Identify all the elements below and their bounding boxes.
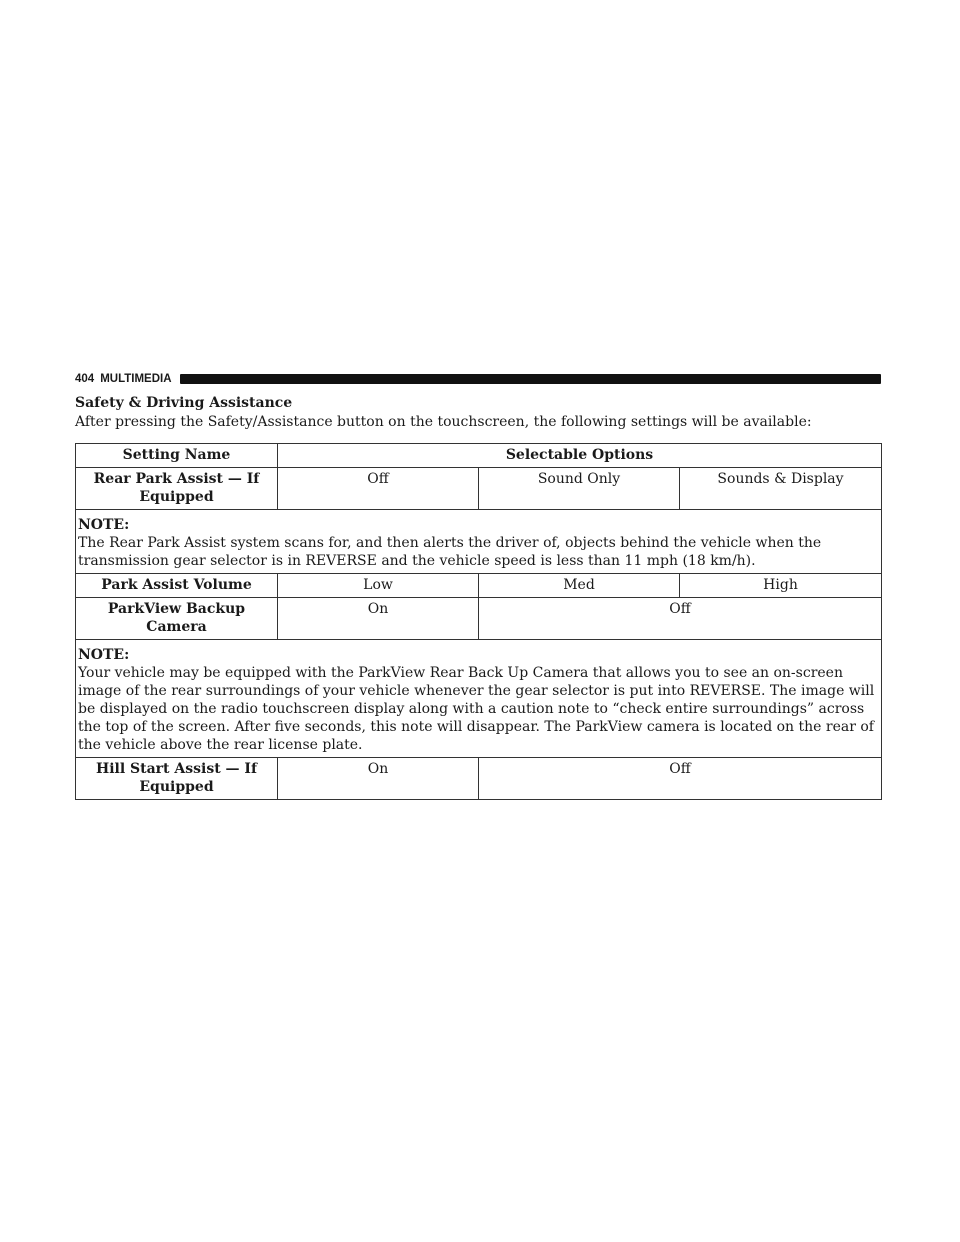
table-row — [76, 574, 882, 598]
option-cell: Off — [479, 758, 882, 800]
section-name: MULTIMEDIA — [100, 373, 172, 385]
option-cell: On — [278, 758, 479, 800]
option-cell: Low — [278, 574, 479, 598]
option-cell: Off — [479, 598, 882, 640]
settings-table — [75, 443, 882, 800]
section-title: Safety & Driving Assistance — [75, 395, 293, 411]
option-cell: Off — [278, 468, 479, 510]
setting-name-rear-park-assist: Rear Park Assist — If Equipped — [76, 468, 278, 510]
setting-name-hill-start-assist: Hill Start Assist — If Equipped — [76, 758, 278, 800]
note-row — [76, 640, 882, 758]
note-text: Your vehicle may be equipped with the ParkView Rear Back Up Camera that allows you to see an on-screen image of the rear surroundings of your vehicle whenever the gear selector is put into REVERSE. The image will be displayed on the radio touchscreen display along with a caution note to “check entire surroundings” across the top of the screen. After five seconds, this note will disappear. The ParkView camera is located on the rear of the vehicle above the rear license plate. — [78, 665, 875, 753]
table-row — [76, 468, 882, 510]
table-row — [76, 758, 882, 800]
note-cell — [76, 640, 882, 758]
setting-name-parkview-camera: ParkView Backup Camera — [76, 598, 278, 640]
note-cell — [76, 510, 882, 574]
header-selectable-options: Selectable Options — [278, 444, 882, 468]
option-cell: Med — [479, 574, 680, 598]
page-header — [75, 372, 881, 386]
note-label: NOTE: — [78, 517, 130, 533]
table-header-row — [76, 444, 882, 468]
note-row — [76, 510, 882, 574]
option-cell: Sounds & Display — [680, 468, 882, 510]
option-cell: Sound Only — [479, 468, 680, 510]
option-cell: On — [278, 598, 479, 640]
note-label: NOTE: — [78, 647, 130, 663]
option-cell: High — [680, 574, 882, 598]
header-rule — [180, 374, 881, 384]
page-number: 404 — [75, 373, 95, 385]
setting-name-park-assist-volume: Park Assist Volume — [76, 574, 278, 598]
table-row — [76, 598, 882, 640]
intro-text: After pressing the Safety/Assistance button on the touchscreen, the following settings will be available: — [75, 414, 812, 430]
header-setting-name: Setting Name — [76, 444, 278, 468]
note-text: The Rear Park Assist system scans for, and then alerts the driver of, objects behind the vehicle when the transmission gear selector is in REVERSE and the vehicle speed is less than 11 mph (18 km/h). — [78, 535, 822, 569]
